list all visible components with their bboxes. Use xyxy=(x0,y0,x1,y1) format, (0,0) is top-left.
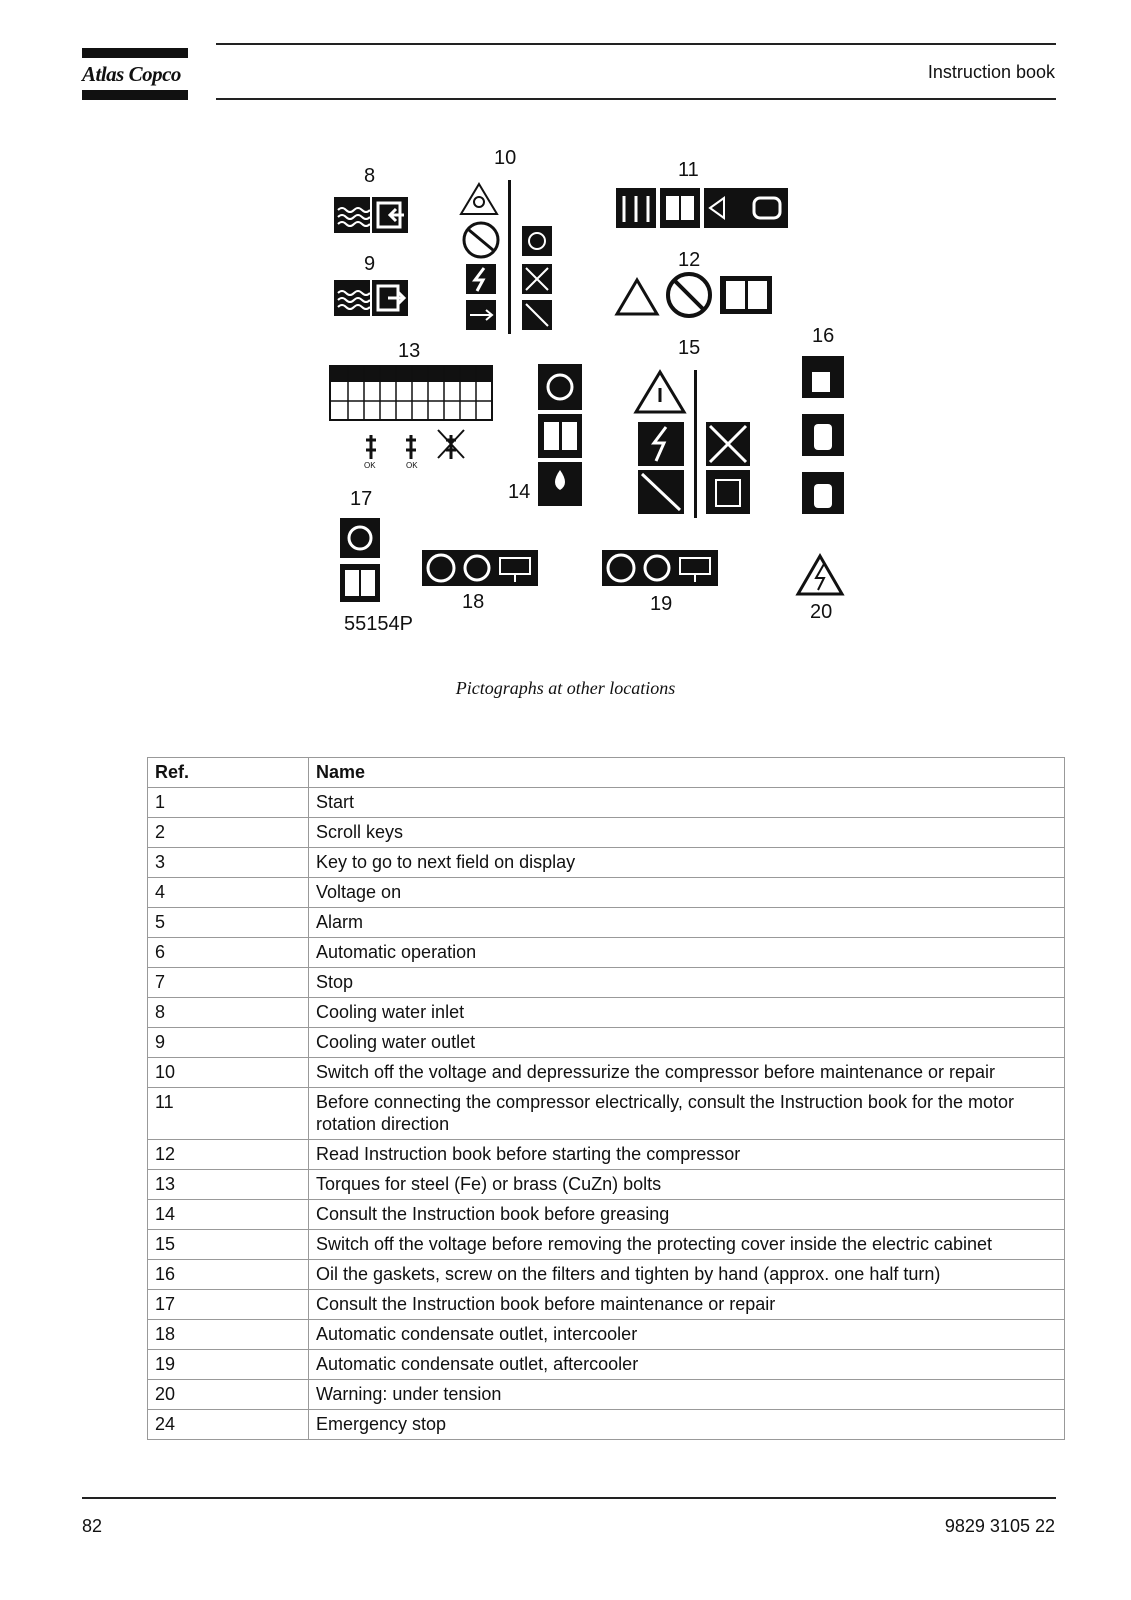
read-instruction-book-icon xyxy=(617,274,772,316)
table-row xyxy=(148,848,1065,878)
row-ref: 6 xyxy=(148,938,309,968)
row-name: Start xyxy=(309,788,1065,818)
logo-bar-top xyxy=(82,48,188,58)
row-name: Oil the gaskets, screw on the filters and tighten by hand (approx. one half turn) xyxy=(309,1260,1065,1290)
row-name: Voltage on xyxy=(309,878,1065,908)
table-row xyxy=(148,968,1065,998)
header-title: Instruction book xyxy=(927,62,1055,82)
table-row xyxy=(148,1200,1065,1230)
document-number: 9829 3105 22 xyxy=(944,1516,1055,1536)
row-name: Consult the Instruction book before greasing xyxy=(309,1200,1065,1230)
table-header-row xyxy=(148,758,1065,788)
page-number: 82 xyxy=(82,1516,103,1536)
header-ref: Ref. xyxy=(148,758,309,788)
label-20: 20 xyxy=(810,601,833,623)
row-name: Emergency stop xyxy=(309,1410,1065,1440)
label-18: 18 xyxy=(462,591,485,613)
pictographs-figure xyxy=(326,140,886,660)
cooling-water-inlet-icon xyxy=(334,197,408,233)
row-name: Alarm xyxy=(309,908,1065,938)
logo-bar-bottom xyxy=(82,90,188,100)
row-name: Switch off the voltage before removing the protecting cover inside the electric cabinet xyxy=(309,1230,1065,1260)
footer-rule xyxy=(82,1497,1056,1499)
consult-book-before-greasing-icon xyxy=(538,364,582,506)
table-row xyxy=(148,908,1065,938)
row-name: Torques for steel (Fe) or brass (CuZn) bolts xyxy=(309,1170,1065,1200)
table-row xyxy=(148,1230,1065,1260)
row-name: Consult the Instruction book before maintenance or repair xyxy=(309,1290,1065,1320)
row-name: Automatic operation xyxy=(309,938,1065,968)
row-name: Cooling water inlet xyxy=(309,998,1065,1028)
table-row xyxy=(148,1410,1065,1440)
row-ref: 11 xyxy=(148,1088,309,1140)
oil-gaskets-tighten-filter-icon xyxy=(802,356,844,514)
bolt-torque-table-icon xyxy=(330,366,492,459)
row-ref: 2 xyxy=(148,818,309,848)
table-row xyxy=(148,818,1065,848)
logo-text: Atlas Copco xyxy=(82,62,181,86)
label-15: 15 xyxy=(678,337,701,359)
label-19: 19 xyxy=(650,593,673,615)
warning-under-tension-icon xyxy=(798,556,842,594)
label-13: 13 xyxy=(398,340,421,362)
electric-cabinet-cover-icon xyxy=(636,370,750,518)
label-17: 17 xyxy=(350,488,373,510)
label-9: 9 xyxy=(364,253,376,275)
table-row xyxy=(148,1350,1065,1380)
label-11: 11 xyxy=(678,159,699,181)
condensate-outlet-aftercooler-icon xyxy=(602,550,718,586)
pictograph-reference-table xyxy=(147,757,1065,1440)
table-row xyxy=(148,878,1065,908)
row-ref: 3 xyxy=(148,848,309,878)
header-rule-bottom xyxy=(216,98,1056,100)
ok-label-2: OK xyxy=(406,461,418,470)
row-ref: 18 xyxy=(148,1320,309,1350)
row-ref: 1 xyxy=(148,788,309,818)
row-name: Key to go to next field on display xyxy=(309,848,1065,878)
row-ref: 5 xyxy=(148,908,309,938)
label-8: 8 xyxy=(364,165,376,187)
row-ref: 9 xyxy=(148,1028,309,1058)
motor-rotation-consult-book-icon xyxy=(616,188,788,228)
consult-book-before-maintenance-icon xyxy=(340,518,380,602)
pictograph-code: 55154P xyxy=(344,613,413,635)
row-name: Warning: under tension xyxy=(309,1380,1065,1410)
header-rule-top xyxy=(216,43,1056,45)
row-ref: 4 xyxy=(148,878,309,908)
atlas-copco-logo xyxy=(82,48,188,100)
table-row xyxy=(148,1170,1065,1200)
row-ref: 12 xyxy=(148,1140,309,1170)
row-name: Automatic condensate outlet, aftercooler xyxy=(309,1350,1065,1380)
row-name: Cooling water outlet xyxy=(309,1028,1065,1058)
table-row xyxy=(148,1058,1065,1088)
row-ref: 20 xyxy=(148,1380,309,1410)
row-ref: 14 xyxy=(148,1200,309,1230)
table-row xyxy=(148,938,1065,968)
table-row xyxy=(148,788,1065,818)
table-row xyxy=(148,1320,1065,1350)
ok-label-1: OK xyxy=(364,461,376,470)
row-name: Automatic condensate outlet, intercooler xyxy=(309,1320,1065,1350)
row-name: Switch off the voltage and depressurize the compressor before maintenance or repair xyxy=(309,1058,1065,1088)
row-ref: 10 xyxy=(148,1058,309,1088)
voltage-depressurize-warning-icon xyxy=(461,180,552,334)
label-10: 10 xyxy=(494,147,517,169)
header-name: Name xyxy=(309,758,1065,788)
table-row xyxy=(148,1140,1065,1170)
label-16: 16 xyxy=(812,325,835,347)
figure-caption: Pictographs at other locations xyxy=(455,678,676,698)
row-ref: 19 xyxy=(148,1350,309,1380)
row-ref: 15 xyxy=(148,1230,309,1260)
row-name: Scroll keys xyxy=(309,818,1065,848)
row-ref: 13 xyxy=(148,1170,309,1200)
row-name: Before connecting the compressor electrically, consult the Instruction book for the motor rotation direction xyxy=(309,1088,1065,1140)
row-ref: 24 xyxy=(148,1410,309,1440)
row-ref: 17 xyxy=(148,1290,309,1320)
table-row xyxy=(148,1290,1065,1320)
label-14: 14 xyxy=(508,481,531,503)
condensate-outlet-intercooler-icon xyxy=(422,550,538,586)
table-row xyxy=(148,1028,1065,1058)
table-row xyxy=(148,1260,1065,1290)
row-name: Stop xyxy=(309,968,1065,998)
label-12: 12 xyxy=(678,249,701,271)
table-row xyxy=(148,998,1065,1028)
cooling-water-outlet-icon xyxy=(334,280,408,316)
table-row xyxy=(148,1380,1065,1410)
row-ref: 8 xyxy=(148,998,309,1028)
row-ref: 16 xyxy=(148,1260,309,1290)
row-ref: 7 xyxy=(148,968,309,998)
table-row xyxy=(148,1088,1065,1140)
row-name: Read Instruction book before starting the compressor xyxy=(309,1140,1065,1170)
